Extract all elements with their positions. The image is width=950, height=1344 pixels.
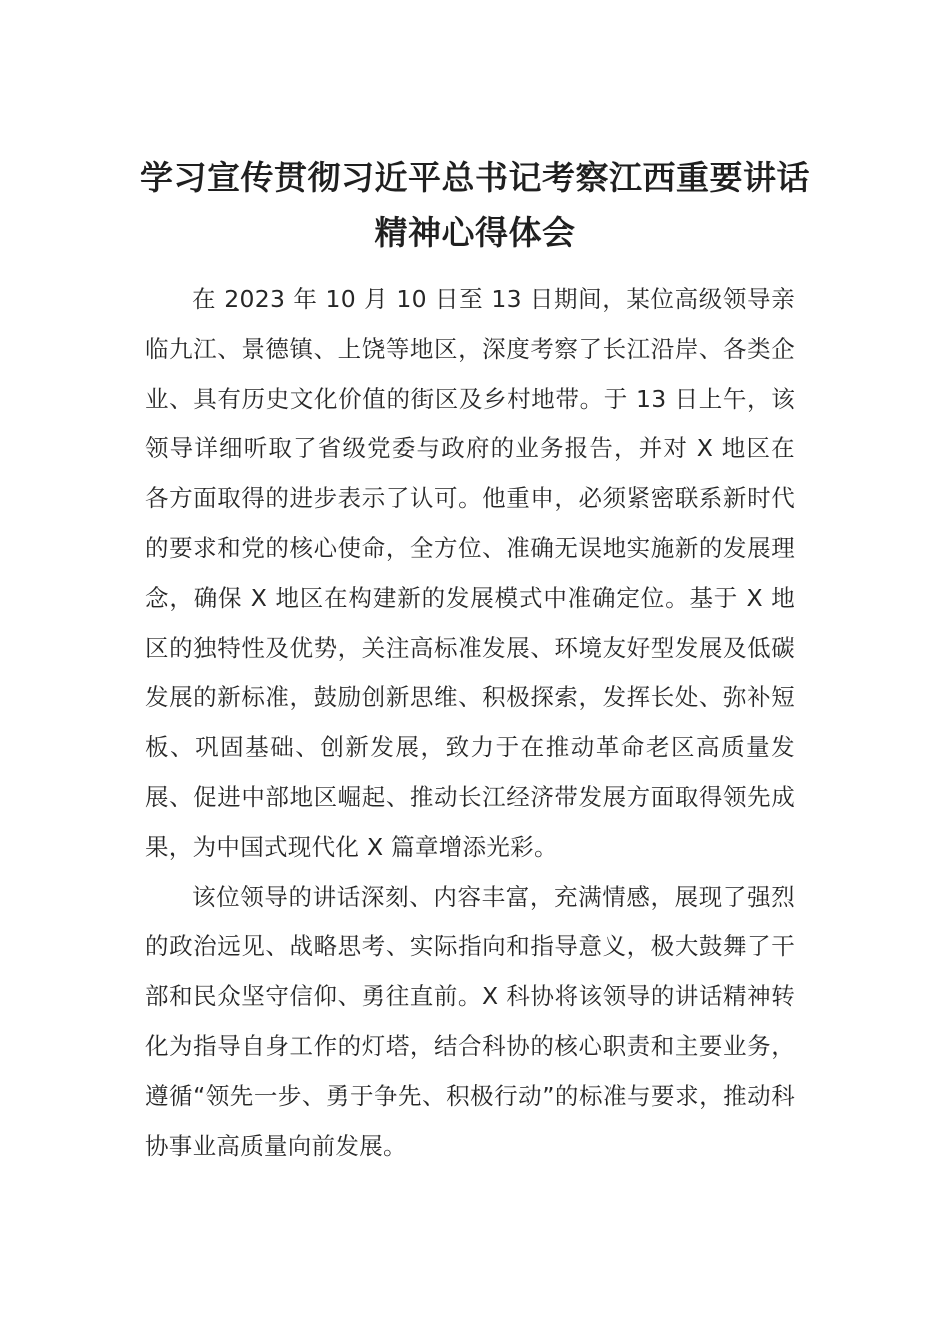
paragraph-2: 该位领导的讲话深刻、内容丰富，充满情感，展现了强烈的政治远见、战略思考、实际指向和指导意义，极大鼓舞了干部和民众坚守信仰、勇往直前。X 科协将该领导的讲话精神转化为指导自身工作的灯塔，结合科协的核心职责和主要业务，遵循“领先一步、勇于争先、积极行动”的标准与要求，推动科协事业高质量向前发展。: [145, 882, 795, 1160]
paragraph-1: 在 2023 年 10 月 10 日至 13 日期间，某位高级领导亲临九江、景德镇、上饶等地区，深度考察了长江沿岸、各类企业、具有历史文化价值的街区及乡村地带。于 13 日上午，该领导详细听取了省级党委与政府的业务报告，并对 X 地区在各方面取得的进步表示了认可。他重申，必须紧密联系新时代的要求和党的核心使命，全方位、准确无误地实施新的发展理念，确保 X 地区在构建新的发展模式中准确定位。基于 X 地区的独特性及优势，关注高标准发展、环境友好型发展及低碳发展的新标准，鼓励创新思维、积极探索，发挥长处、弥补短板、巩固基础、创新发展，致力于在推动革命老区高质量发展、促进中部地区崛起、推动长江经济带发展方面取得领先成果，为中国式现代化 X 篇章增添光彩。: [145, 285, 795, 861]
document-title: 学习宣传贯彻习近平总书记考察江西重要讲话精神心得体会: [140, 158, 810, 252]
document-body: [145, 275, 795, 1171]
